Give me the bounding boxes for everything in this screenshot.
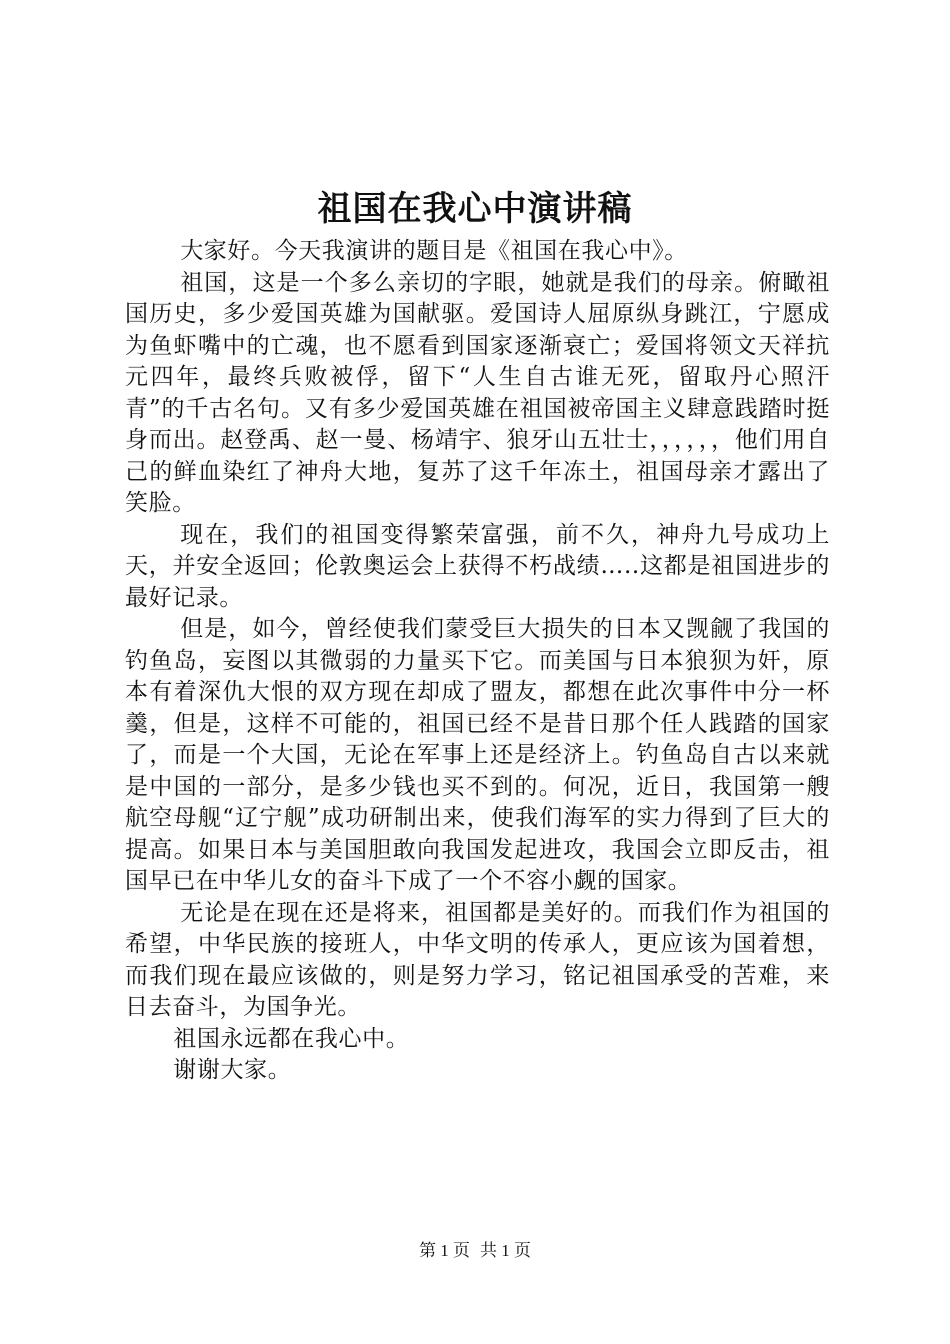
page-title: 祖国在我心中演讲稿 bbox=[317, 189, 633, 229]
paragraph-greeting: 大家好。今天我演讲的题目是《祖国在我心中》。 bbox=[180, 238, 688, 264]
paragraph-closing: 祖国永远都在我心中。 bbox=[173, 1025, 410, 1052]
page-number: 第 1 页 bbox=[419, 1241, 470, 1260]
paragraph-future: 无论是在现在还是将来，祖国都是美好的。而我们作为祖国的希望，中华民族的接班人，中华文明的传承人，更应该为国着想，而我们现在最应该做的，则是努力学习，铭记祖国承受的苦难，来日去奋斗，为国争光。 bbox=[125, 899, 830, 1020]
speech-body bbox=[125, 236, 830, 1087]
paragraph-present: 现在，我们的祖国变得繁荣富强，前不久，神舟九号成功上天，并安全返回；伦敦奥运会上获得不朽战绩…..这都是祖国进步的最好记录。 bbox=[125, 521, 830, 611]
paragraph-thanks: 谢谢大家。 bbox=[173, 1057, 292, 1083]
page-total: 共 1 页 bbox=[480, 1241, 531, 1260]
page-footer bbox=[0, 1240, 950, 1262]
paragraph-history: 祖国，这是一个多么亲切的字眼，她就是我们的母亲。俯瞰祖国历史，多少爱国英雄为国献驱。爱国诗人屈原纵身跳江，宁愿成为鱼虾嘴中的亡魂，也不愿看到国家逐渐衰亡；爱国将领文天祥抗元四年，最终兵败被俘，留下“人生自古谁无死，留取丹心照汗青”的千古名句。又有多少爱国英雄在祖国被帝国主义肆意践踏时挺身而出。赵登禹、赵一曼、杨靖宇、狼牙山五壮士，，，，，，他们用自己的鲜血染红了神舟大地，复苏了这千年冻土，祖国母亲才露出了笑脸。 bbox=[125, 269, 830, 516]
paragraph-diaoyu: 但是，如今，曾经使我们蒙受巨大损失的日本又觊觎了我国的钓鱼岛，妄图以其微弱的力量买下它。而美国与日本狼狈为奸，原本有着深仇大恨的双方现在却成了盟友，都想在此次事件中分一杯羹，但是，这样不可能的，祖国已经不是昔日那个任人践踏的国家了，而是一个大国，无论在军事上还是经济上。钓鱼岛自古以来就是中国的一部分，是多少钱也买不到的。何况，近日，我国第一艘航空母舰“辽宁舰”成功研制出来，使我们海军的实力得到了巨大的提高。如果日本与美国胆敢向我国发起进攻，我国会立即反击，祖国早已在中华儿女的奋斗下成了一个不容小觑的国家。 bbox=[125, 616, 830, 894]
